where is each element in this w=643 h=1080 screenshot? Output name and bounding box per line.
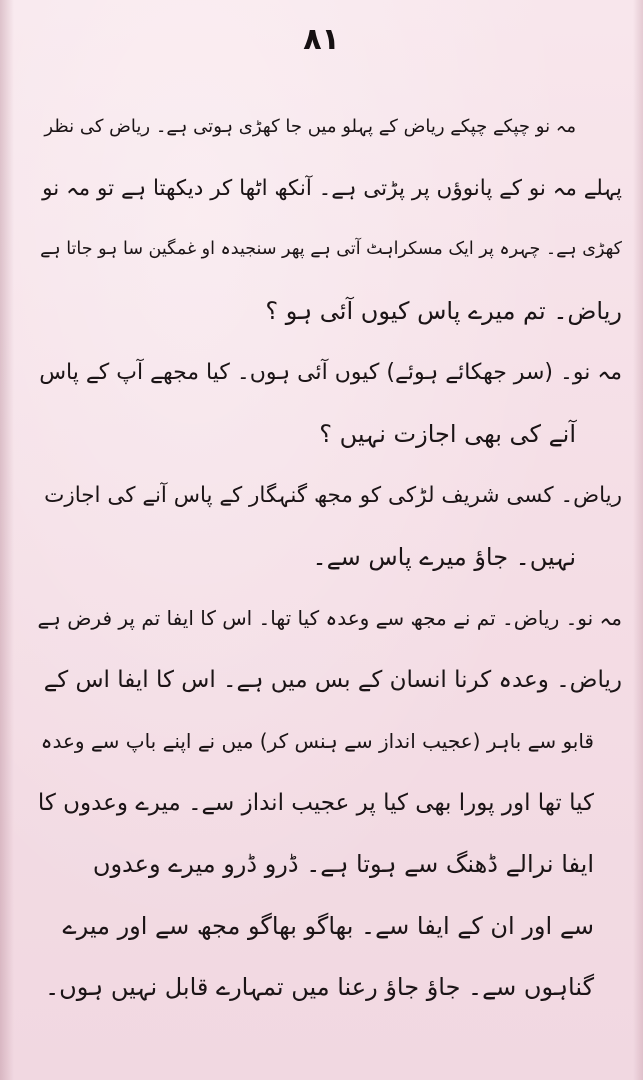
text-line: مہ نو۔ (سر جھکائے ہوئے) کیوں آئی ہوں۔ کیا مجھے آپ کے پاس bbox=[39, 360, 622, 385]
text-line: آنے کی بھی اجازت نہیں ؟ bbox=[319, 419, 576, 448]
page-text bbox=[36, 96, 622, 1019]
text-line: کیا تھا اور پورا بھی کیا پر عجیب انداز سے۔ میرے وعدوں کا bbox=[37, 789, 594, 816]
text-line: ریاض۔ تم میرے پاس کیوں آئی ہو ؟ bbox=[265, 296, 622, 325]
page-number: ۸۱ bbox=[303, 22, 340, 57]
text-line: مہ نو چپکے چپکے ریاض کے پہلو میں جا کھڑی ہوتی ہے۔ ریاض کی نظر bbox=[44, 116, 576, 137]
page-right-shadow bbox=[633, 0, 643, 1080]
text-line: نہیں۔ جاؤ میرے پاس سے۔ bbox=[312, 542, 576, 571]
text-line: ریاض۔ کسی شریف لڑکی کو مجھ گنہگار کے پاس آنے کی اجازت bbox=[44, 483, 622, 508]
text-line: ایفا نرالے ڈھنگ سے ہوتا ہے۔ ڈرو ڈرو میرے وعدوں bbox=[92, 850, 594, 878]
page-left-shadow bbox=[0, 0, 14, 1080]
text-line: مہ نو۔ ریاض۔ تم نے مجھ سے وعدہ کیا تھا۔ اس کا ایفا تم پر فرض ہے bbox=[37, 606, 622, 630]
text-line: ریاض۔ وعدہ کرنا انسان کے بس میں ہے۔ اس کا ایفا اس کے bbox=[43, 666, 622, 693]
text-line: کھڑی ہے۔ چہرہ پر ایک مسکراہٹ آتی ہے پھر سنجیدہ او غمگین سا ہو جاتا ہے bbox=[40, 239, 622, 259]
text-line: قابو سے باہر (عجیب انداز سے ہنس کر) میں نے اپنے باپ سے وعدہ bbox=[40, 729, 594, 753]
text-line: پہلے مہ نو کے پانوؤں پر پڑتی ہے۔ آنکھ اٹھا کر دیکھتا ہے تو مہ نو bbox=[42, 175, 622, 201]
text-line: گناہوں سے۔ جاؤ جاؤ رعنا میں تمہارے قابل نہیں ہوں۔ bbox=[45, 973, 594, 1001]
text-line: سے اور ان کے ایفا سے۔ بھاگو بھاگو مجھ سے اور میرے bbox=[62, 911, 594, 940]
